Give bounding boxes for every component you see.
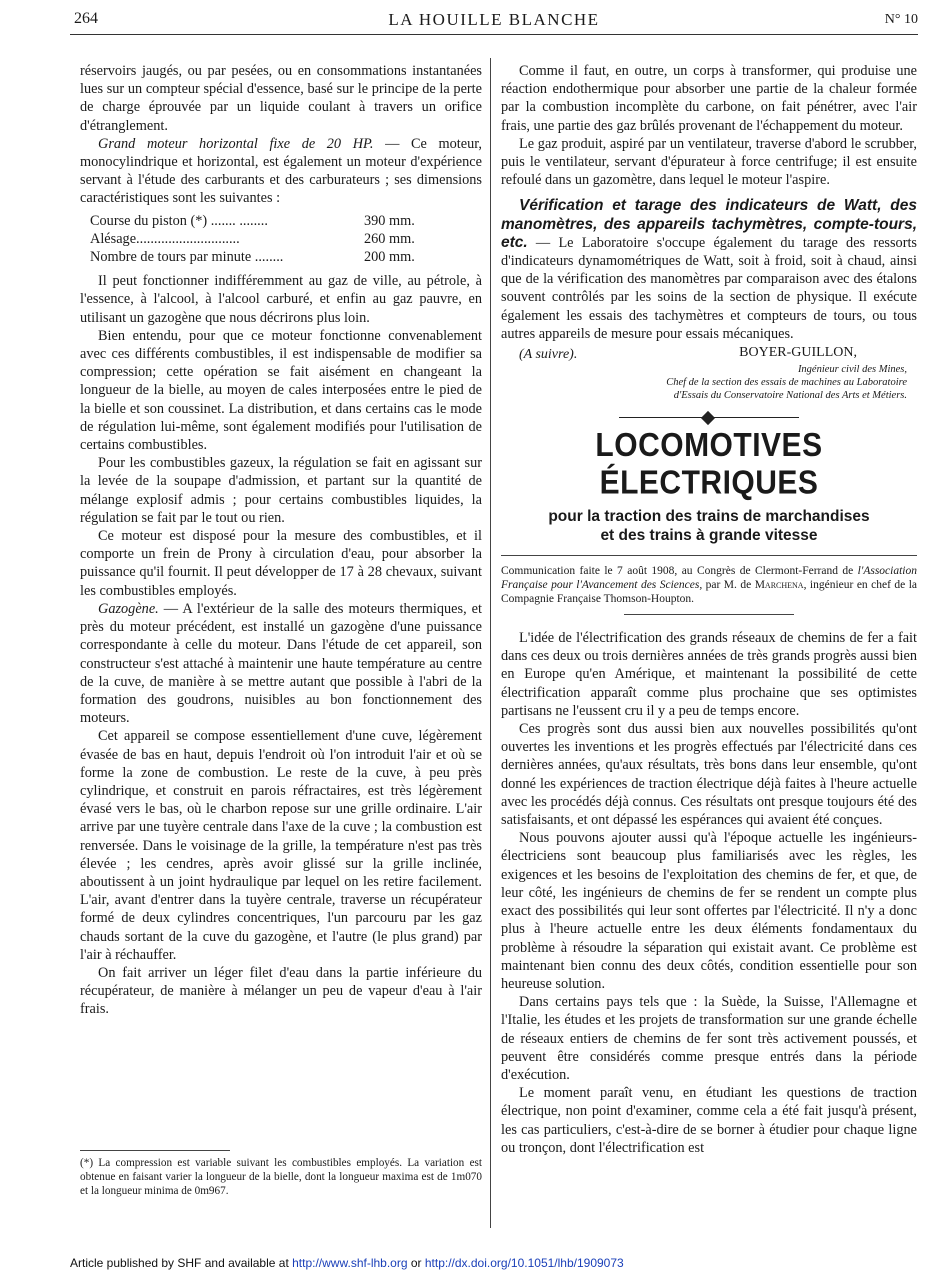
spec-value: 200 mm. bbox=[364, 249, 415, 266]
paragraph bbox=[80, 600, 482, 727]
paragraph: Dans certains pays tels que : la Suède, la Suisse, l'Allemagne et l'Italie, les études et les projets de transformation sur une grande échelle de réseaux entiers de chemins de fer sont très activement poussés, et peuvent être considérés comme presque entrés dans la période d'exécution. bbox=[501, 994, 917, 1083]
credit-text: Article published by SHF and available at bbox=[70, 1256, 293, 1270]
to-be-continued: (A suivre). bbox=[519, 347, 578, 363]
spec-value: 260 mm. bbox=[364, 230, 415, 247]
column-divider bbox=[490, 58, 491, 1228]
section-heading: Vérification et tarage des indicateurs de Watt, des manomètres, des appareils tachymètres, compte-tours, etc. bbox=[501, 197, 917, 251]
header-rule bbox=[70, 34, 918, 35]
paragraph: Il peut fonctionner indifféremment au gaz de ville, au pétrole, à l'essence, à l'alcool, à l'alcool carburé, et enfin au gaz pauvre, en utilisant un gazogène que nous décrirons plus loin. bbox=[80, 273, 482, 326]
journal-title: LA HOUILLE BLANCHE bbox=[388, 10, 600, 29]
spec-label: Alésage............................. bbox=[90, 230, 240, 247]
comm-text: par M. de bbox=[702, 579, 755, 592]
spec-row bbox=[90, 230, 450, 248]
affiliation-line: d'Essais du Conservatoire National des Arts et Métiers. bbox=[673, 390, 907, 402]
doi-link[interactable]: http://dx.doi.org/10.1051/lhb/1909073 bbox=[424, 1256, 624, 1270]
author-affiliation bbox=[577, 363, 907, 402]
publication-credit bbox=[70, 1256, 624, 1270]
article-subtitle bbox=[501, 507, 917, 545]
affiliation-line: Chef de la section des essais de machines au Laboratoire bbox=[666, 377, 907, 389]
left-column bbox=[80, 62, 482, 1019]
spec-row bbox=[90, 212, 450, 230]
author-name: BOYER-GUILLON, bbox=[739, 345, 857, 361]
signature-block bbox=[501, 345, 917, 407]
page-number: 264 bbox=[74, 10, 98, 27]
credit-text: or bbox=[407, 1256, 425, 1270]
paragraph: Nous pouvons ajouter aussi qu'à l'époque actuelle les ingénieurs-électriciens sont beaucoup plus familiarisés avec les règles, les exigences et les besoins de l'exploitation des chemins de fer, et que, de leur côté, les ingénieurs de chemins de fer se rendent un compte plus exact des possibilités qui leur sont offertes par l'électricité. Il n'y a donc plus à l'heure actuelle entre les deux éléments fondamentaux du problème à résoudre la séparation qui existait avant. Ce problème est maintenant bien connu des deux côtés, condition essentielle pour son heureuse solution. bbox=[501, 830, 917, 992]
right-column bbox=[501, 62, 917, 1157]
subtitle-line: pour la traction des trains de marchandises bbox=[548, 508, 870, 526]
section-ornament bbox=[619, 413, 799, 423]
paragraph: Comme il faut, en outre, un corps à transformer, qui produise une réaction endothermique pour absorber une partie de la chaleur formée par la combustion incomplète du carbone, on fait pénétrer, avec l'air frais, une partie des gaz brûlés provenant de l'échappement du moteur. bbox=[501, 63, 917, 134]
paragraph: Ce moteur est disposé pour la mesure des combustibles, et il comporte un frein de Prony à circulation d'eau, pour absorber la puissance qu'il fournit. Il peut développer de 17 à 28 chevaux, suivant les combustibles employés. bbox=[80, 528, 482, 599]
article-title: LOCOMOTIVES ÉLECTRIQUES bbox=[595, 427, 823, 502]
section-heading: Grand moteur horizontal fixe de 20 HP. bbox=[98, 135, 374, 152]
spec-table bbox=[90, 212, 450, 267]
comm-author: Marchena, bbox=[754, 579, 807, 592]
title-rule bbox=[501, 555, 917, 556]
paragraph bbox=[501, 197, 917, 343]
paragraph: On fait arriver un léger filet d'eau dans la partie inférieure du récupérateur, de manière à mélanger un peu de vapeur d'eau à l'air frais. bbox=[80, 964, 482, 1018]
page-header bbox=[70, 6, 918, 34]
subtitle-line: et des trains à grande vitesse bbox=[600, 527, 818, 545]
comm-text: ingénieur en chef de la Compagnie Française Thomson-Houpton. bbox=[501, 579, 917, 606]
shf-link[interactable]: http://www.shf-lhb.org bbox=[292, 1256, 408, 1270]
paragraph-text: — A l'extérieur de la salle des moteurs thermiques, et près du moteur précédent, est installé un gazogène d'une puissance correspondante à celle du moteur. Dans l'étude de cet appareil, son constructeur s'est attaché à maintenir une haute température au centre de la cuve, de manière à se mettre autant que possible à l'abri de la formation des goudrons, nuisibles au bon fonctionnement des moteurs. bbox=[80, 600, 482, 727]
communication-note bbox=[501, 564, 917, 606]
spec-label: Nombre de tours par minute ........ bbox=[90, 249, 284, 266]
paragraph: Le gaz produit, aspiré par un ventilateur, traverse d'abord le scrubber, puis le ventilateur, servant d'épurateur à force centrifuge; il est ensuite refoulé dans un gazomètre, dans lequel le moteur l'aspire. bbox=[501, 135, 917, 189]
affiliation-line: Ingénieur civil des Mines, bbox=[797, 364, 907, 376]
paragraph bbox=[80, 135, 482, 208]
paragraph: réservoirs jaugés, ou par pesées, ou en consommations instantanées lues sur un compteur spécial d'essence, basé sur le principe de la perte de charge éprouvée par un liquide coulant à travers un orifice d'étranglement. bbox=[80, 63, 482, 134]
paragraph: Pour les combustibles gazeux, la régulation se fait en agissant sur la levée de la soupape d'admission, et partant sur la quantité de mélange explosif admis ; pour certains combustibles liquides, la régulation se fait par le tout ou rien. bbox=[80, 455, 482, 526]
paragraph-text: — Ce moteur, monocylindrique et horizontal, est également un moteur d'expérience servant à l'étude des carburants et des carburateurs ; ses dimensions caractéristiques sont les suivantes : bbox=[80, 135, 482, 207]
footnote: (*) La compression est variable suivant les combustibles employés. La variation est obtenue en faisant varier la longueur de la bielle, dont la longueur maxima est de 1m070 et la longueur minima de 0m967. bbox=[80, 1157, 482, 1197]
footnote-rule bbox=[80, 1150, 230, 1151]
section-heading: Gazogène. bbox=[98, 600, 159, 617]
comm-text: l'Association Française pour l'Avancement des Sciences, bbox=[501, 565, 917, 592]
issue-number: N° 10 bbox=[884, 12, 918, 27]
paragraph: Bien entendu, pour que ce moteur fonctionne convenablement avec ces différents combustibles, il est indispensable de modifier sa compression; cette opération se fait aisément en changeant la longueur de la bielle, au moyen de cales interposées entre le pied de la bielle et son coussinet. La distribution, et dans certains cas le mode de régulation lui-même, sont également modifiés pour l'utilisation de certains combustibles. bbox=[80, 327, 482, 454]
spec-label: Course du piston (*) ....... ........ bbox=[90, 212, 268, 229]
spec-value: 390 mm. bbox=[364, 212, 415, 229]
spec-row bbox=[90, 248, 450, 266]
short-rule bbox=[624, 614, 794, 615]
paragraph: Ces progrès sont dus aussi bien aux nouvelles possibilités qu'ont ouvertes les inventions et les progrès effectués par l'électricité dans ces dernières années, qu'aux résultats, très bons dans leur ensemble, qu'ont donné les expériences de traction électrique déjà faites à l'heure actuelle avec les procédés déjà connus. Ces résultats ont presque toujours été des satisfaisants, et ont dépassé les espérances qui avaient été conçues. bbox=[501, 721, 917, 829]
paragraph: Le moment paraît venu, en étudiant les questions de traction électrique, non point d'examiner, comme cela a été fait jusqu'à présent, les cas particuliers, c'est-à-dire de se borner à étudier pour chaque ligne ou tronçon, dont l'électrification est bbox=[501, 1085, 917, 1156]
paragraph: L'idée de l'électrification des grands réseaux de chemins de fer a fait dans ces deux ou trois dernières années de très grands progrès aussi bien en Europe qu'en Amérique, et maintenant la possibilité de cette électrification apparaît comme plus prochaine que ses optimistes partisans ne l'eussent cru il y a peu de temps encore. bbox=[501, 630, 917, 719]
comm-text: Communication faite le 7 août 1908, au Congrès de Clermont-Ferrand de bbox=[501, 565, 858, 578]
paragraph: Cet appareil se compose essentiellement d'une cuve, légèrement évasée de bas en haut, depuis l'endroit où l'on introduit l'air et où se forme la zone de combustion. Le reste de la cuve, à peu près cylindrique, et construit en parois réfractaires, est très légèrement évasé vers le bas, où le charbon repose sur une grille ordinaire. L'air arrive par une tuyère centrale dans l'axe de la cuve ; la combustion est renversée. Dans le voisinage de la grille, la température n'est pas très élevée ; les cendres, après avoir glissé sur la grille inclinée, aboutissent à un joint hydraulique par lequel on les retire facilement. L'air, avant d'entrer dans la tuyère centrale, traverse un récupérateur formé de deux cylindres concentriques, l'un parcouru par les gaz chauds sortant de la cuve du gazogène, et l'autre (le plus grand) par l'air à réchauffer. bbox=[80, 728, 482, 963]
paragraph-text: — Le Laboratoire s'occupe également du tarage des ressorts d'indicateurs dynamométriques de Watt, soit à froid, soit à chaud, ainsi que de la vérification des manomètres par comparaison avec des étalons souvent contrôlés par les soins de la section de physique. Il exécute également les essais des tachymètres et compteurs de tours, ou tous autres appareils de mesure pour essais mécaniques. bbox=[501, 234, 917, 342]
